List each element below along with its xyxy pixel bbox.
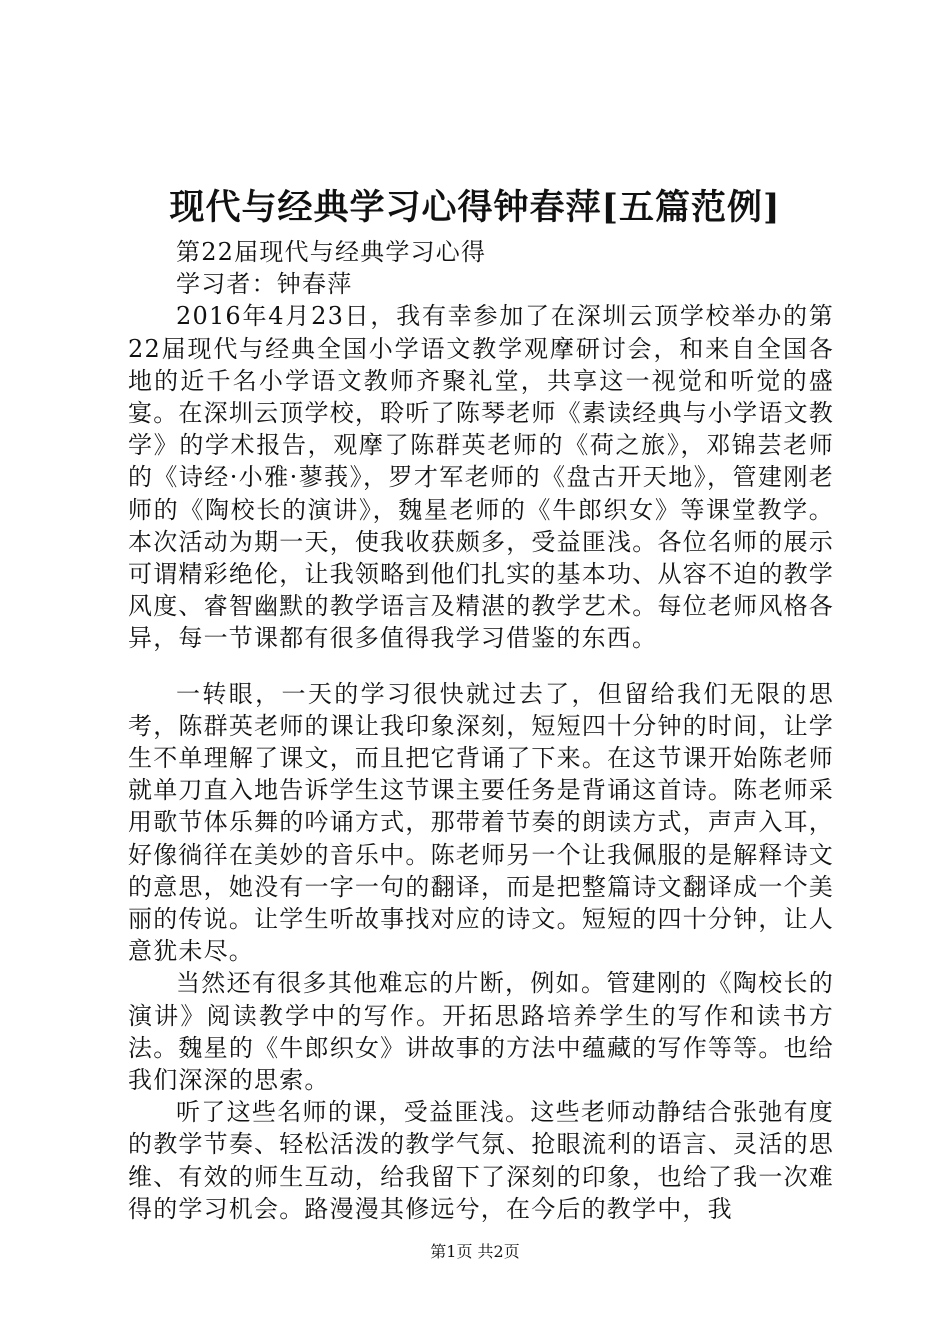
author-line: 学习者：钟春萍 (176, 270, 353, 299)
subtitle-line: 第22届现代与经典学习心得 (176, 238, 487, 266)
document-title: 现代与经典学习心得钟春萍[五篇范例] (169, 187, 781, 228)
paragraph-3: 当然还有很多其他难忘的片断，例如。管建刚的《陶校长的演讲》阅读教学中的写作。开拓思路培养学生的写作和读书方法。魏星的《牛郎织女》讲故事的方法中蕴藏的写作等等。也给我们深深的思索。 (128, 969, 834, 1095)
paragraph-4: 听了这些名师的课，受益匪浅。这些老师动静结合张弛有度的教学节奏、轻松活泼的教学气氛、抢眼流利的语言、灵活的思维、有效的师生互动，给我留下了深刻的印象，也给了我一次难得的学习机会。路漫漫其修远兮，在今后的教学中，我 (128, 1098, 834, 1223)
document-body (128, 236, 834, 1225)
paragraph-2: 一转眼，一天的学习很快就过去了，但留给我们无限的思考，陈群英老师的课让我印象深刻，短短四十分钟的时间，让学生不单理解了课文，而且把它背诵了下来。在这节课开始陈老师就单刀直入地告诉学生这节课主要任务是背诵这首诗。陈老师采用歌节体乐舞的吟诵方式，那带着节奏的朗读方式，声声入耳，好像徜徉在美妙的音乐中。陈老师另一个让我佩服的是解释诗文的意思，她没有一字一句的翻译，而是把整篇诗文翻译成一个美丽的传说。让学生听故事找对应的诗文。短短的四十分钟，让人意犹未尽。 (128, 679, 834, 966)
page-number-footer: 第1页 共2页 (430, 1242, 520, 1261)
paragraph-1: 2016年4月23日，我有幸参加了在深圳云顶学校举办的第22届现代与经典全国小学语文教学观摩研讨会，和来自全国各地的近千名小学语文教师齐聚礼堂，共享这一视觉和听觉的盛宴。在深圳云顶学校，聆听了陈琴老师《素读经典与小学语文教学》的学术报告，观摩了陈群英老师的《荷之旅》，邓锦芸老师的《诗经·小雅·蓼莪》，罗才军老师的《盘古开天地》，管建刚老师的《陶校长的演讲》，魏星老师的《牛郎织女》等课堂教学。本次活动为期一天，使我收获颇多，受益匪浅。各位名师的展示可谓精彩绝伦，让我领略到他们扎实的基本功、从容不迫的教学风度、睿智幽默的教学语言及精湛的教学艺术。每位老师风格各异，每一节课都有很多值得我学习借鉴的东西。 (128, 302, 834, 653)
paragraph-gap (128, 655, 834, 678)
